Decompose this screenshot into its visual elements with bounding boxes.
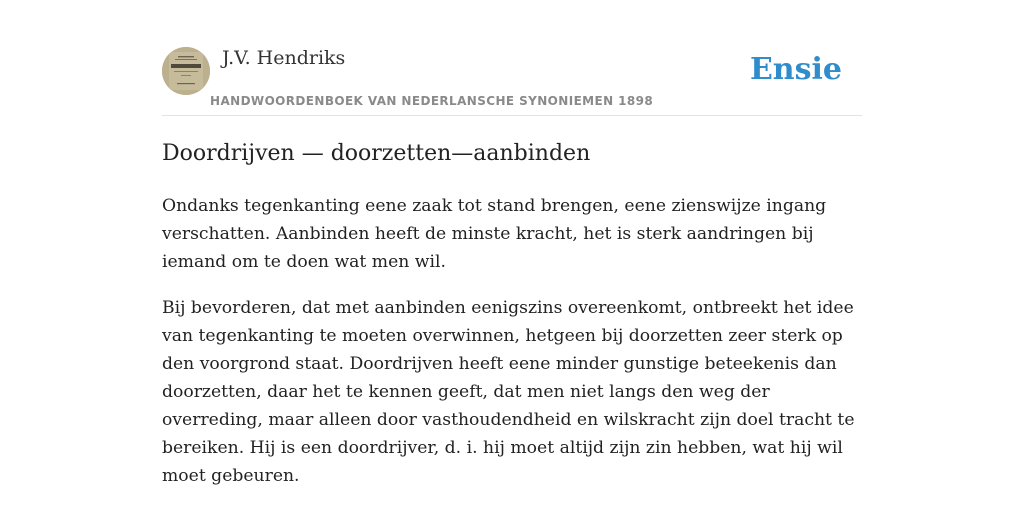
entry-paragraph: Bij bevorderen, dat met aanbinden eenigszins overeenkomt, ontbreekt het idee van tegenkanting te moeten overwinnen, hetgeen bij doorzetten zeer sterk op den voorgrond staat. Doordrijven heeft eene minder gunstige beteekenis dan doorzetten, daar het te kennen geeft, dat men niet langs den weg der overreding, maar alleen door vasthoudendheid en wilskracht zijn doel tracht te bereiken. Hij is een doordrijver, d. i. hij moet altijd zijn zin hebben, wat hij wil moet gebeuren. [162,298,855,486]
entry-title: Doordrijven — doorzetten—aanbinden [162,141,591,166]
book-cover-icon [162,47,210,95]
ensie-logo-link[interactable]: Ensie [749,52,842,87]
book-cover-avatar[interactable] [162,47,210,95]
entry-paragraph: Ondanks tegenkanting eene zaak tot stand brengen, eene zienswijze ingang verschatten. Aanbinden heeft de minste kracht, het is sterk aandringen bij iemand om te doen wat men wil. [162,196,827,272]
source-title[interactable]: HANDWOORDENBOEK VAN NEDERLANSCHE SYNONIEMEN 1898 [210,94,654,108]
header [162,40,862,116]
author-name[interactable]: J.V. Hendriks [222,47,346,69]
entry-body [162,192,862,508]
